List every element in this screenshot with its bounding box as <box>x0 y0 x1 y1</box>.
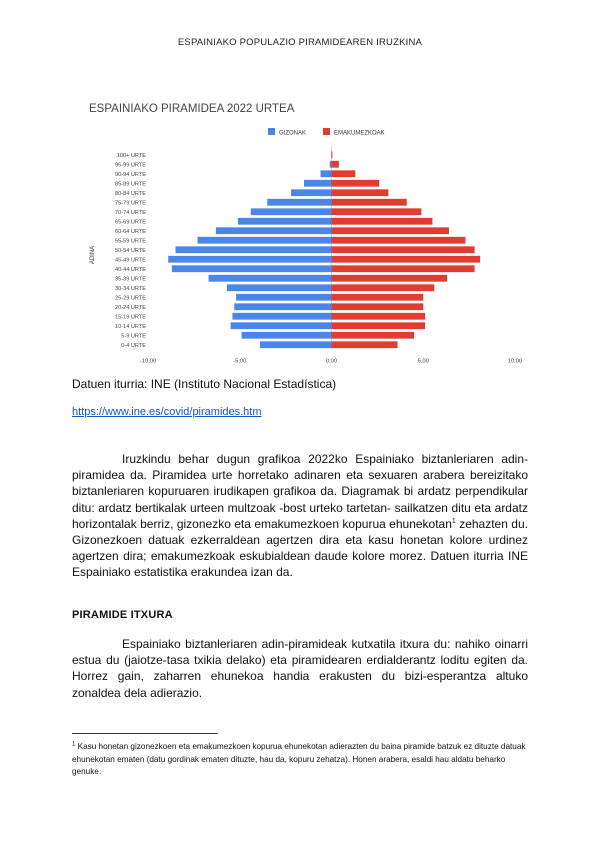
bar-gizonak <box>267 199 331 206</box>
y-tick-label: 80-84 URTE <box>115 190 146 197</box>
bar-gizonak <box>227 284 332 291</box>
section-title: PIRAMIDE ITXURA <box>72 609 173 621</box>
bar-gizonak <box>236 294 331 301</box>
bar-emakumezkoak <box>332 265 475 272</box>
bar-emakumezkoak <box>332 170 356 177</box>
footnote <box>72 741 532 779</box>
bar-emakumezkoak <box>332 161 339 168</box>
footnote-marker[interactable]: 1 <box>451 517 456 525</box>
x-tick-label: 0,00 <box>325 358 338 365</box>
bar-emakumezkoak <box>332 199 407 206</box>
data-source: Datuen iturria: INE (Instituto Nacional Estadística) <box>72 377 337 391</box>
y-tick-label: 75-79 URTE <box>115 200 146 207</box>
paragraph-intro-part2: zehazten du. Gizonezkoen datuak ezkerraldean agertzen dira eta kasu honetan kolore urdinez agertzen dira; emakumezkoak eskubialdean daude kolore morez. Datuen iturria INE Espainiako estatistika erakundea izan da. <box>72 516 528 580</box>
y-tick-label: 90-94 URTE <box>115 171 146 178</box>
y-tick-label: 30-34 URTE <box>115 285 146 292</box>
paragraph-shape: Espainiako biztanleriaren adin-piramideak kutxatila itxura du: nahiko oinarri estua du (jaiotze-tasa txikia delako) eta piramidearen erdialderantz loditu egiten da. Horrez gain, zaharren ehunekoa handia erakusten du bizi-esperantza altuko zonaldea dela adierazio. <box>72 637 528 700</box>
y-tick-label: 95-99 URTE <box>115 162 146 169</box>
x-tick-label: 10,00 <box>507 358 523 365</box>
bar-gizonak <box>330 161 332 168</box>
chart-legend <box>268 128 385 137</box>
bar-gizonak <box>232 313 331 320</box>
source-link[interactable]: https://www.ine.es/covid/piramides.htm <box>72 406 262 418</box>
y-tick-label: 40-44 URTE <box>115 266 146 273</box>
bar-gizonak <box>238 218 332 225</box>
x-tick-label: -5,00 <box>233 358 247 365</box>
legend-label-gizonak: GIZONAK <box>279 130 307 137</box>
y-tick-label: 35-39 URTE <box>115 276 146 283</box>
y-tick-label: 50-54 URTE <box>115 247 146 254</box>
bar-gizonak <box>234 303 331 310</box>
y-tick-label: 0-4 URTE <box>121 342 146 349</box>
y-tick-label: 45-49 URTE <box>115 257 146 264</box>
y-tick-label: 15-19 URTE <box>115 314 146 321</box>
y-axis-label: ADINA <box>90 245 96 265</box>
bar-emakumezkoak <box>332 332 415 339</box>
y-tick-label: 85-89 URTE <box>115 181 146 188</box>
bar-gizonak <box>291 189 331 196</box>
bar-gizonak <box>198 237 332 244</box>
y-tick-label: 20-24 URTE <box>115 304 146 311</box>
footnote-divider <box>72 733 218 734</box>
bar-gizonak <box>176 246 332 253</box>
legend-label-emakumezkoak: EMAKUMEZKOAK <box>334 130 385 137</box>
bar-emakumezkoak <box>332 180 380 187</box>
bar-emakumezkoak <box>332 151 333 158</box>
bar-gizonak <box>251 208 332 215</box>
footnote-number: 1 <box>72 741 76 748</box>
bar-emakumezkoak <box>332 275 448 282</box>
bar-gizonak <box>168 256 331 263</box>
bar-emakumezkoak <box>332 189 389 196</box>
footnote-text: Kasu honetan gizonezkoen eta emakumezkoen kopurua ehunekotan adierazten du baina piramide batzuk ez dituzte datuak ehunekotan ematen (datu gordinak ematen dituzte, hau da, kopuru zehatza). Honen arabera, esaldi hau aldatu beharko genuke. <box>72 742 526 776</box>
y-tick-label: 100+ URTE <box>116 152 146 159</box>
y-tick-label: 70-74 URTE <box>115 209 146 216</box>
chart-title: ESPAINIAKO PIRAMIDEA 2022 URTEA <box>89 103 295 115</box>
x-tick-label: -10,00 <box>139 358 157 365</box>
bar-gizonak <box>172 265 332 272</box>
bar-gizonak <box>209 275 332 282</box>
bar-emakumezkoak <box>332 284 435 291</box>
bar-emakumezkoak <box>332 303 424 310</box>
y-tick-label: 25-29 URTE <box>115 295 146 302</box>
legend-swatch-gizonak <box>268 128 275 135</box>
y-tick-label: 10-14 URTE <box>115 323 146 330</box>
x-tick-label: 5,00 <box>417 358 429 365</box>
bar-gizonak <box>231 322 332 329</box>
bar-gizonak <box>260 341 332 348</box>
y-tick-label: 65-69 URTE <box>115 219 146 226</box>
bar-emakumezkoak <box>332 227 449 234</box>
bar-emakumezkoak <box>332 218 433 225</box>
bar-emakumezkoak <box>332 341 398 348</box>
paragraph-intro-part1: Iruzkindu behar dugun grafikoa 2022ko Espainiako biztanleriaren adin-piramidea da. Piramidea urte horretako adinaren eta sexuaren arabera bereizitako biztanleriaren kopuruaren irudikapen grafikoa da. Diagramak bi ardatz perpendikular ditu: ardatz bertikalak urteen multzoak -bost urteko tartetan- sailkatzen ditu eta ardatz horizontalak berriz, gizonezko eta emakumezkoen kopurua ehunekotan <box>72 452 528 531</box>
y-tick-label: 5-9 URTE <box>121 333 146 340</box>
bar-emakumezkoak <box>332 256 481 263</box>
y-tick-label: 55-59 URTE <box>115 238 146 245</box>
bar-gizonak <box>320 170 331 177</box>
bar-emakumezkoak <box>332 313 426 320</box>
legend-swatch-emakumezkoak <box>323 128 330 135</box>
bar-emakumezkoak <box>332 208 422 215</box>
bar-emakumezkoak <box>332 246 475 253</box>
bar-gizonak <box>304 180 332 187</box>
paragraph-intro <box>72 451 528 581</box>
bar-gizonak <box>216 227 332 234</box>
bar-emakumezkoak <box>332 294 424 301</box>
page-header: ESPAINIAKO POPULAZIO PIRAMIDEAREN IRUZKINA <box>177 37 423 48</box>
bar-emakumezkoak <box>332 237 466 244</box>
population-pyramid-chart <box>60 95 530 365</box>
bar-gizonak <box>242 332 332 339</box>
bar-emakumezkoak <box>332 322 426 329</box>
y-tick-label: 60-64 URTE <box>115 228 146 235</box>
